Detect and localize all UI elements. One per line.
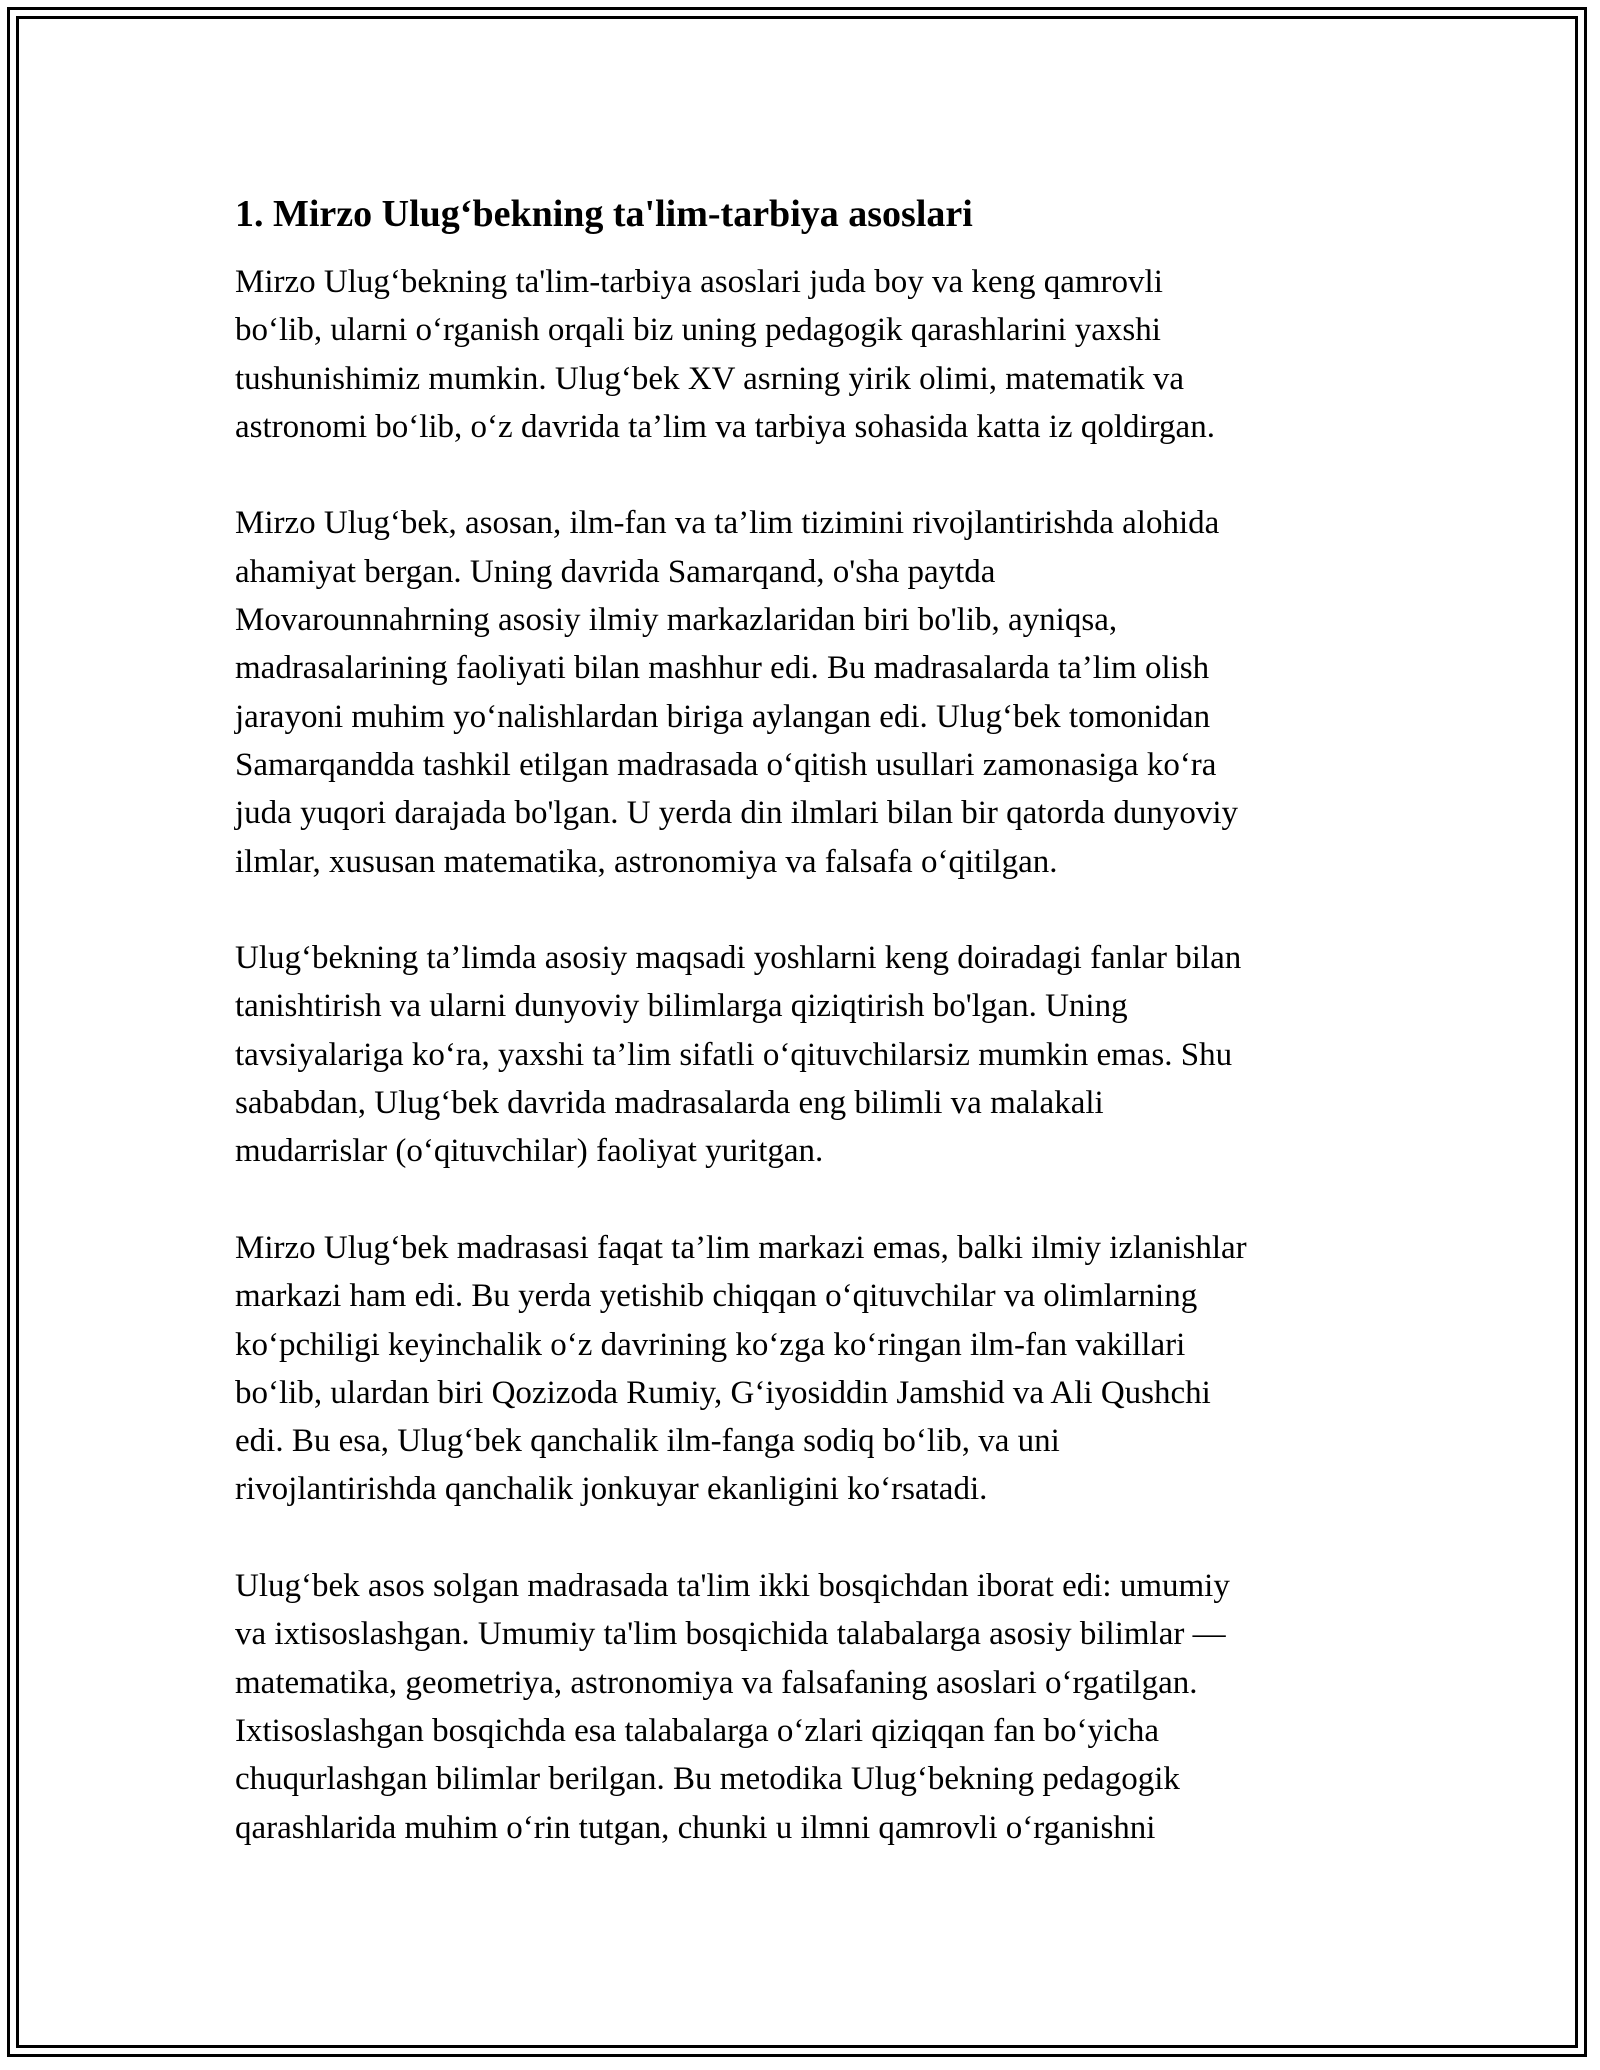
text-line: juda yuqori darajada bo'lgan. U yerda din ilmlari bilan bir qatorda dunyoviy <box>235 795 1239 832</box>
text-line: jarayoni muhim yo‘nalishlardan biriga aylangan edi. Ulug‘bek tomonidan <box>235 698 1211 735</box>
section-heading: 1. Mirzo Ulug‘bekning ta'lim-tarbiya asoslari <box>235 193 973 235</box>
text-line: matematika, geometriya, astronomiya va falsafaning asoslari o‘rgatilgan. <box>235 1664 1198 1701</box>
text-line: Samarqandda tashkil etilgan madrasada o‘qitish usullari zamonasiga ko‘ra <box>235 746 1217 783</box>
text-line: Mirzo Ulug‘bek madrasasi faqat ta’lim markazi emas, balki ilmiy izlanishlar <box>235 1229 1247 1266</box>
text-line: bo‘lib, ularni o‘rganish orqali biz uning pedagogik qarashlarini yaxshi <box>235 312 1161 349</box>
text-line: rivojlantirishda qanchalik jonkuyar ekanligini ko‘rsatadi. <box>235 1471 988 1508</box>
text-line: ahamiyat bergan. Uning davrida Samarqand, o'sha paytda <box>235 553 996 590</box>
text-line: tushunishimiz mumkin. Ulug‘bek XV asrning yirik olimi, matematik va <box>235 360 1184 397</box>
text-line: chuqurlashgan bilimlar berilgan. Bu metodika Ulug‘bekning pedagogik <box>235 1761 1180 1798</box>
text-line: qarashlarida muhim o‘rin tutgan, chunki u ilmni qamrovli o‘rganishni <box>235 1809 1156 1846</box>
text-line: madrasalarining faoliyati bilan mashhur edi. Bu madrasalarda ta’lim olish <box>235 650 1210 687</box>
text-line: va ixtisoslashgan. Umumiy ta'lim bosqichida talabalarga asosiy bilimlar — <box>235 1616 1226 1653</box>
paragraph-1 <box>235 258 1370 451</box>
paragraph-4 <box>235 1224 1370 1514</box>
text-line: markazi ham edi. Bu yerda yetishib chiqqan o‘qituvchilar va olimlarning <box>235 1278 1198 1315</box>
text-line: Ulug‘bekning ta’limda asosiy maqsadi yoshlarni keng doiradagi fanlar bilan <box>235 940 1242 977</box>
paragraph-2 <box>235 499 1370 885</box>
text-line: Mirzo Ulug‘bek, asosan, ilm-fan va ta’lim tizimini rivojlantirishda alohida <box>235 505 1220 542</box>
text-line: Ulug‘bek asos solgan madrasada ta'lim ikki bosqichdan iborat edi: umumiy <box>235 1568 1230 1605</box>
text-line: Ixtisoslashgan bosqichda esa talabalarga o‘zlari qiziqqan fan bo‘yicha <box>235 1712 1159 1749</box>
paragraph-5 <box>235 1562 1370 1852</box>
text-line: Movarounnahrning asosiy ilmiy markazlaridan biri bo'lib, ayniqsa, <box>235 602 1118 639</box>
document-body <box>235 188 1370 1900</box>
text-line: sababdan, Ulug‘bek davrida madrasalarda eng bilimli va malakali <box>235 1085 1104 1122</box>
paragraph-3 <box>235 934 1370 1175</box>
text-line: ilmlar, xususan matematika, astronomiya va falsafa o‘qitilgan. <box>235 843 1058 880</box>
text-line: astronomi bo‘lib, o‘z davrida ta’lim va tarbiya sohasida katta iz qoldirgan. <box>235 408 1215 445</box>
text-line: tanishtirish va ularni dunyoviy bilimlarga qiziqtirish bo'lgan. Uning <box>235 988 1128 1025</box>
text-line: mudarrislar (o‘qituvchilar) faoliyat yuritgan. <box>235 1133 824 1170</box>
text-line: Mirzo Ulug‘bekning ta'lim-tarbiya asoslari juda boy va keng qamrovli <box>235 264 1163 300</box>
text-line: ko‘pchiligi keyinchalik o‘z davrining ko‘zga ko‘ringan ilm-fan vakillari <box>235 1326 1186 1363</box>
text-line: edi. Bu esa, Ulug‘bek qanchalik ilm-fanga sodiq bo‘lib, va uni <box>235 1423 1060 1460</box>
text-line: bo‘lib, ulardan biri Qozizoda Rumiy, G‘iyosiddin Jamshid va Ali Qushchi <box>235 1374 1211 1411</box>
text-line: tavsiyalariga ko‘ra, yaxshi ta’lim sifatli o‘qituvchilarsiz mumkin emas. Shu <box>235 1036 1233 1073</box>
